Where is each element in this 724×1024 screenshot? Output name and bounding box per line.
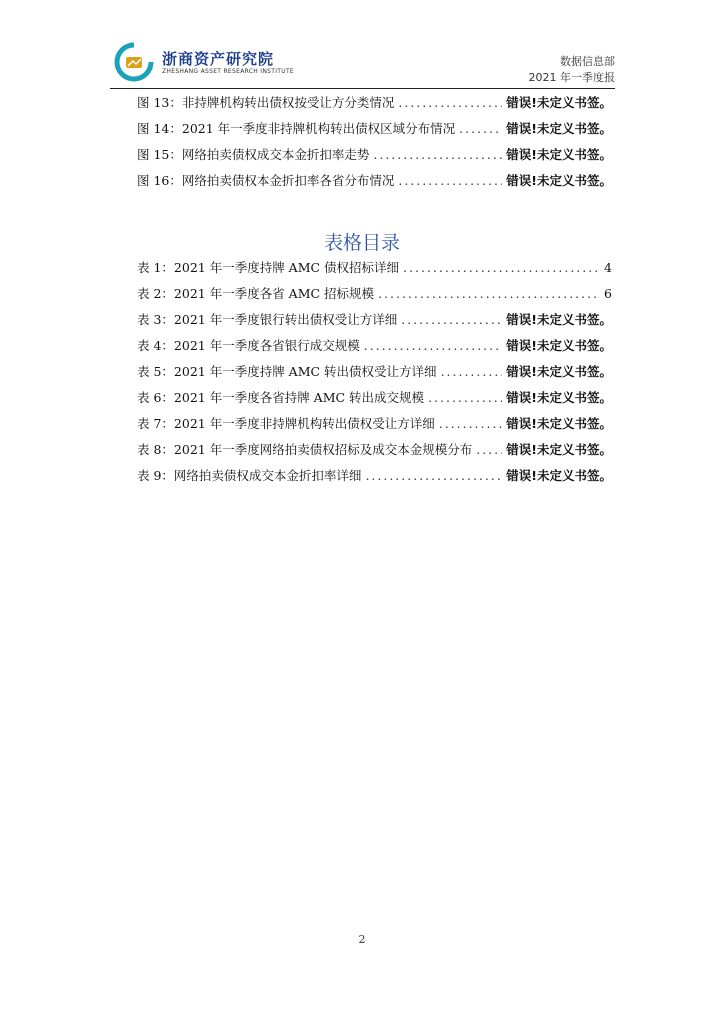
table-entry[interactable]	[137, 284, 612, 310]
table-list	[137, 258, 612, 492]
dot-leader	[364, 338, 503, 353]
figure-entry[interactable]	[137, 145, 612, 171]
dot-leader	[373, 147, 502, 162]
table-entry-page-ref: 错误!未定义书签。	[506, 338, 612, 353]
dot-leader	[441, 364, 503, 379]
table-entry-page-ref: 错误!未定义书签。	[506, 364, 612, 379]
dot-leader	[459, 121, 502, 136]
table-entry-page-ref: 错误!未定义书签。	[506, 468, 612, 483]
table-entry[interactable]	[137, 310, 612, 336]
page-header	[110, 38, 615, 88]
figure-entry-page-ref: 错误!未定义书签。	[506, 173, 612, 188]
logo-chinese-name: 浙商资产研究院	[162, 50, 275, 68]
table-entry[interactable]	[137, 414, 612, 440]
dot-leader	[428, 390, 502, 405]
figure-entry-page-ref: 错误!未定义书签。	[506, 121, 612, 136]
table-entry-page-ref: 错误!未定义书签。	[506, 312, 612, 327]
header-right	[529, 54, 616, 86]
dot-leader	[378, 286, 600, 301]
table-entry-label: 表 4：2021 年一季度各省银行成交规模	[137, 338, 360, 353]
figure-entry-label: 图 14：2021 年一季度非持牌机构转出债权区域分布情况	[137, 121, 456, 136]
figure-entry[interactable]	[137, 119, 612, 145]
report-label: 2021 年一季度报	[528, 71, 615, 84]
table-entry-label: 表 8：2021 年一季度网络拍卖债权招标及成交本金规模分布	[137, 442, 473, 457]
table-entry[interactable]	[137, 258, 612, 284]
logo-english-name: ZHESHANG ASSET RESEARCH INSTITUTE	[162, 68, 295, 75]
table-entry-label: 表 7：2021 年一季度非持牌机构转出债权受让方详细	[137, 416, 435, 431]
table-entry[interactable]	[137, 388, 612, 414]
dot-leader	[439, 416, 503, 431]
table-entry[interactable]	[137, 336, 612, 362]
table-entry-label: 表 3：2021 年一季度银行转出债权受让方详细	[137, 312, 398, 327]
table-entry-label: 表 6：2021 年一季度各省持牌 AMC 转出成交规模	[137, 390, 425, 405]
tables-section-title: 表格目录	[323, 232, 400, 254]
dot-leader	[365, 468, 502, 483]
figure-list	[137, 93, 612, 197]
table-entry-page-ref: 错误!未定义书签。	[506, 390, 612, 405]
table-entry-page-ref: 6	[604, 286, 612, 301]
table-entry-page-ref: 4	[604, 260, 612, 275]
table-entry[interactable]	[137, 362, 612, 388]
table-entry-label: 表 9：网络拍卖债权成交本金折扣率详细	[137, 468, 362, 483]
header-divider	[110, 88, 615, 89]
table-entry-page-ref: 错误!未定义书签。	[506, 416, 612, 431]
dot-leader	[403, 260, 600, 275]
dot-leader	[401, 312, 502, 327]
table-entry-page-ref: 错误!未定义书签。	[506, 442, 612, 457]
dot-leader	[398, 173, 502, 188]
dot-leader	[398, 95, 502, 110]
table-entry-label: 表 2：2021 年一季度各省 AMC 招标规模	[137, 286, 375, 301]
figure-entry-label: 图 15：网络拍卖债权成交本金折扣率走势	[137, 147, 370, 162]
department-label: 数据信息部	[560, 55, 615, 68]
table-entry-label: 表 1：2021 年一季度持牌 AMC 债权招标详细	[137, 260, 400, 275]
dot-leader	[476, 442, 502, 457]
figure-entry-label: 图 16：网络拍卖债权本金折扣率各省分布情况	[137, 173, 395, 188]
institute-logo-icon	[114, 42, 154, 82]
figure-entry-label: 图 13：非持牌机构转出债权按受让方分类情况	[137, 95, 395, 110]
figure-entry-page-ref: 错误!未定义书签。	[506, 147, 612, 162]
table-entry[interactable]	[137, 466, 612, 492]
table-entry-label: 表 5：2021 年一季度持牌 AMC 转出债权受让方详细	[137, 364, 437, 379]
table-entry[interactable]	[137, 440, 612, 466]
figure-entry[interactable]	[137, 171, 612, 197]
figure-entry-page-ref: 错误!未定义书签。	[506, 95, 612, 110]
page-number: 2	[358, 933, 366, 946]
figure-entry[interactable]	[137, 93, 612, 119]
